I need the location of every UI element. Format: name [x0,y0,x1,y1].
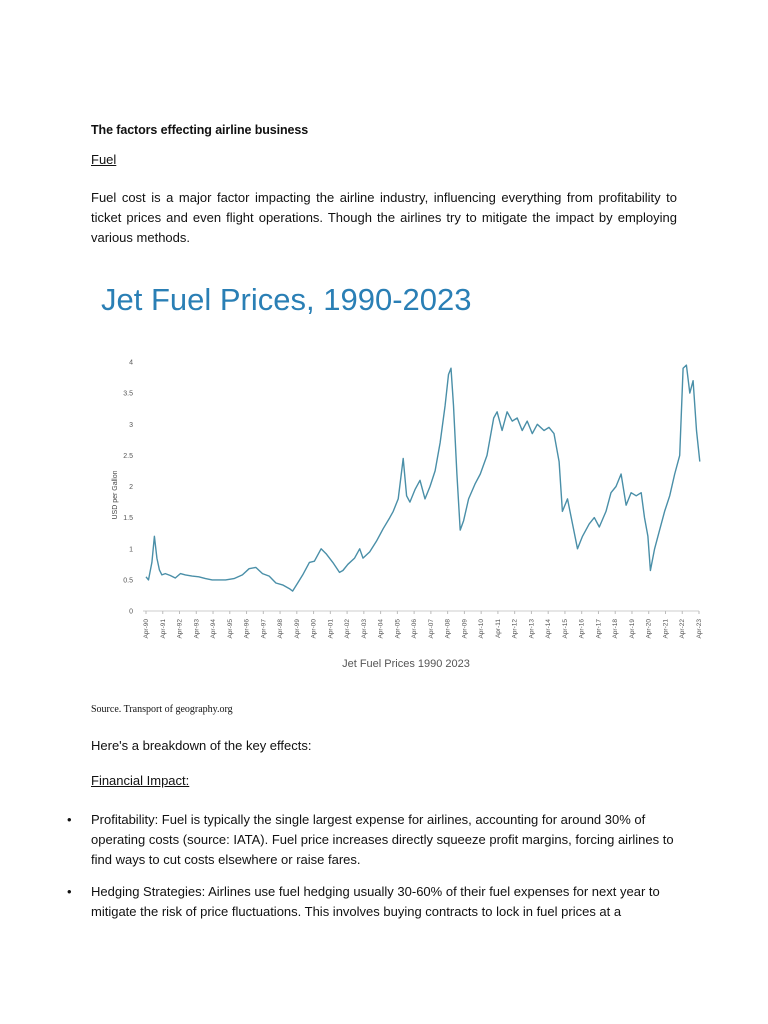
x-tick-label: Apr-92 [176,619,184,639]
y-axis-label: USD per Gallon [112,470,119,520]
x-tick-label: Apr-00 [310,619,318,639]
x-tick-label: Apr-94 [210,619,218,639]
y-tick-label: 2 [129,484,133,491]
x-tick-label: Apr-02 [344,619,352,639]
x-tick-label: Apr-17 [595,619,603,639]
y-tick-label: 1 [129,546,133,554]
x-tick-label: Apr-90 [143,619,150,639]
chart-title: Jet Fuel Prices, 1990-2023 [101,282,472,317]
x-tick-label: Apr-04 [377,619,385,639]
y-tick-label: 1.5 [123,515,133,523]
x-tick-label: Apr-99 [293,619,301,639]
y-tick-label: 4 [129,359,133,367]
y-tick-label: 2.5 [123,452,133,460]
list-item [65,810,677,871]
x-tick-label: Apr-98 [277,619,285,639]
jet-fuel-chart [91,265,711,685]
bullet-text-hedging: Hedging Strategies: Airlines use fuel hedging usually 30-60% of their fuel expenses for next year to mitigate the risk of price fluctuations. This involves buying contracts to lock in fuel prices at a [91,883,660,919]
x-tick-label: Apr-23 [696,619,703,639]
chart-svg [91,265,711,685]
x-tick-label: Apr-06 [411,619,419,639]
intro-paragraph: Fuel cost is a major factor impacting the airline industry, influencing everything from profitability to ticket prices and even flight operations. Though the airlines try to mitigate the impact by employing various methods. [91,190,677,246]
x-tick-label: Apr-13 [528,619,536,639]
bullet-icon: • [67,812,72,827]
x-tick-label: Apr-19 [628,619,636,639]
x-tick-label: Apr-93 [193,619,201,639]
x-tick-label: Apr-08 [444,619,452,639]
x-tick-label: Apr-07 [427,619,435,639]
source-note: Source. Transport of geography.org [91,704,233,715]
x-tick-label: Apr-11 [494,619,502,639]
x-tick-label: Apr-97 [260,619,268,639]
section-heading-fuel: Fuel [91,152,117,167]
x-tick-label: Apr-18 [612,619,620,639]
x-tick-label: Apr-20 [645,619,653,639]
x-tick-label: Apr-16 [578,619,586,639]
x-tick-label: Apr-03 [360,619,368,639]
x-tick-label: Apr-05 [394,619,402,639]
y-tick-label: 0 [129,608,133,616]
list-item [65,882,677,922]
section-heading-financial-impact: Financial Impact: [91,773,190,788]
y-tick-label: 3.5 [123,390,133,398]
x-tick-label: Apr-22 [679,619,687,639]
x-tick-label: Apr-01 [327,619,335,639]
x-axis [143,611,703,639]
bullet-list [65,810,677,933]
x-tick-label: Apr-10 [478,619,486,639]
x-tick-label: Apr-21 [662,619,670,639]
x-tick-label: Apr-15 [561,619,569,639]
breakdown-intro: Here's a breakdown of the key effects: [91,738,312,753]
y-axis [123,360,133,616]
x-tick-label: Apr-12 [511,619,519,639]
y-tick-label: 0.5 [123,577,133,585]
x-tick-label: Apr-95 [226,619,234,639]
series-line-jet-fuel-price [146,365,700,591]
y-tick-label: 3 [129,421,133,429]
x-tick-label: Apr-96 [243,619,251,639]
document-heading: The factors effecting airline business [91,123,309,137]
bullet-icon: • [67,883,72,899]
chart-caption: Jet Fuel Prices 1990 2023 [342,658,470,670]
bullet-text-profitability: Profitability: Fuel is typically the single largest expense for airlines, accounting for around 30% of operating costs (source: IATA). Fuel price increases directly squeeze profit margins, forcing airlines to find ways to cut costs elsewhere or raise fares. [91,812,674,868]
x-tick-label: Apr-91 [159,619,167,639]
x-tick-label: Apr-09 [461,619,469,639]
x-tick-label: Apr-14 [545,619,553,639]
